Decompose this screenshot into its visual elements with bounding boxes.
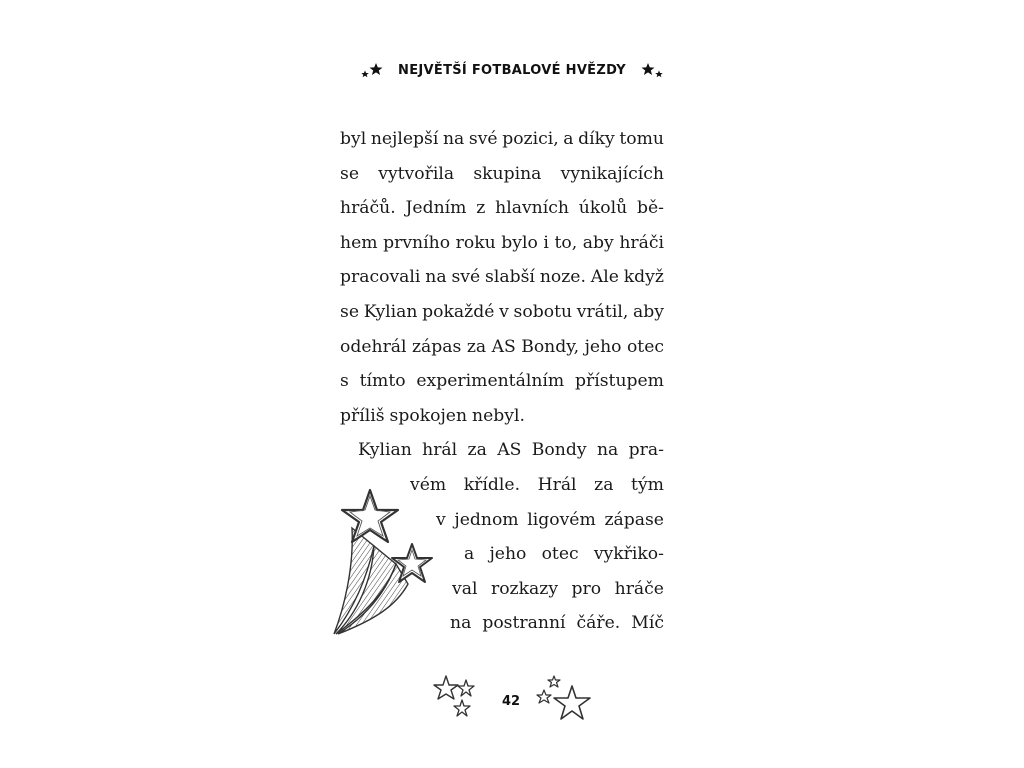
word: s <box>340 371 349 392</box>
word: hráče <box>614 578 664 599</box>
word: skupina <box>473 163 542 184</box>
shooting-stars-icon <box>330 488 440 638</box>
text-line <box>340 295 664 330</box>
word: slabší <box>485 267 535 288</box>
word: své <box>468 129 498 149</box>
word: tomu <box>619 129 664 149</box>
text-line <box>340 157 664 192</box>
word: AS <box>491 336 516 357</box>
text-line <box>340 399 664 434</box>
word: otec <box>626 336 664 357</box>
word: Míč <box>631 613 664 634</box>
word: hem <box>340 232 378 253</box>
word: vytvořila <box>378 163 455 184</box>
word: v <box>436 509 446 530</box>
word: bylo <box>501 232 538 253</box>
word: za <box>594 474 614 495</box>
word: postranní <box>482 613 566 634</box>
word: hlavních <box>495 198 569 219</box>
word: rozkazy <box>490 578 559 599</box>
word: za <box>466 336 487 357</box>
word: jednom <box>454 509 519 530</box>
word: křídle. <box>463 474 521 495</box>
word: Hrál <box>537 474 577 495</box>
word: roku <box>455 232 496 253</box>
outline-stars-icon <box>534 674 596 722</box>
word: hráčů. <box>340 198 396 219</box>
word: na <box>425 267 447 288</box>
word: a <box>464 544 475 565</box>
word: tímto <box>359 371 406 392</box>
word: se <box>340 163 359 184</box>
word: za <box>467 440 487 461</box>
word: jeho <box>489 544 527 565</box>
outline-stars-icon <box>432 672 478 720</box>
text-line <box>340 191 664 226</box>
word: val <box>452 578 478 599</box>
word: na <box>450 613 472 634</box>
page-number: 42 <box>501 694 521 709</box>
word: zápase <box>604 509 664 530</box>
word: Jedním <box>405 198 467 219</box>
word: hráči <box>619 232 664 253</box>
word: z <box>476 198 486 219</box>
word: zápas <box>412 336 462 357</box>
word: Kylian <box>363 301 418 322</box>
two-stars-icon <box>640 62 666 78</box>
word: vykřiko- <box>593 544 664 565</box>
word: pokaždé <box>422 301 495 322</box>
word: na <box>596 440 619 461</box>
word: se <box>340 301 359 322</box>
word: vrátil, <box>576 301 629 322</box>
word: ligovém <box>527 509 596 530</box>
word: tým <box>631 474 664 495</box>
word: aby <box>633 301 664 322</box>
word: díky <box>578 129 615 149</box>
word: pro <box>571 578 602 599</box>
word: bě- <box>636 198 664 219</box>
word: v <box>499 301 509 322</box>
text-line <box>340 260 664 295</box>
text-line <box>340 226 664 261</box>
word: příliš <box>340 405 385 426</box>
word: aby <box>582 232 614 253</box>
word: na <box>442 129 465 149</box>
running-head <box>0 62 1024 78</box>
word: Bondy, <box>521 336 580 357</box>
word: Kylian <box>358 440 412 461</box>
two-stars-icon <box>358 62 384 78</box>
word: pracovali <box>340 267 421 288</box>
word: nejlepší <box>370 129 439 149</box>
word: odehrál <box>340 336 407 357</box>
running-title: NEJVĚTŠÍ FOTBALOVÉ HVĚZDY <box>398 62 626 78</box>
word: i <box>543 232 549 253</box>
word: úkolů <box>578 198 628 219</box>
word: to, <box>554 232 578 253</box>
word: Bondy <box>531 440 587 461</box>
word: nebyl. <box>472 405 525 426</box>
word: své <box>451 267 481 288</box>
word: a <box>563 129 574 149</box>
word: pra- <box>628 440 664 461</box>
word: AS <box>497 440 522 461</box>
text-line <box>340 330 664 365</box>
word: vém <box>410 474 447 495</box>
page-footer <box>0 672 1024 722</box>
word: byl <box>340 129 367 149</box>
word: experimentálním <box>416 371 565 392</box>
word: sobotu <box>513 301 573 322</box>
word: noze. <box>539 267 586 288</box>
word: spokojen <box>389 405 468 426</box>
word: vynikajících <box>560 163 664 184</box>
word: Ale <box>590 267 619 288</box>
word: otec <box>541 544 579 565</box>
word: jeho <box>584 336 622 357</box>
word: přístupem <box>575 371 664 392</box>
word: když <box>623 267 664 288</box>
text-line <box>340 433 664 468</box>
word: prvního <box>383 232 451 253</box>
word: hrál <box>422 440 458 461</box>
text-line <box>340 122 664 157</box>
word: pozici, <box>502 129 559 149</box>
word: čáře. <box>576 613 621 634</box>
text-line <box>340 364 664 399</box>
